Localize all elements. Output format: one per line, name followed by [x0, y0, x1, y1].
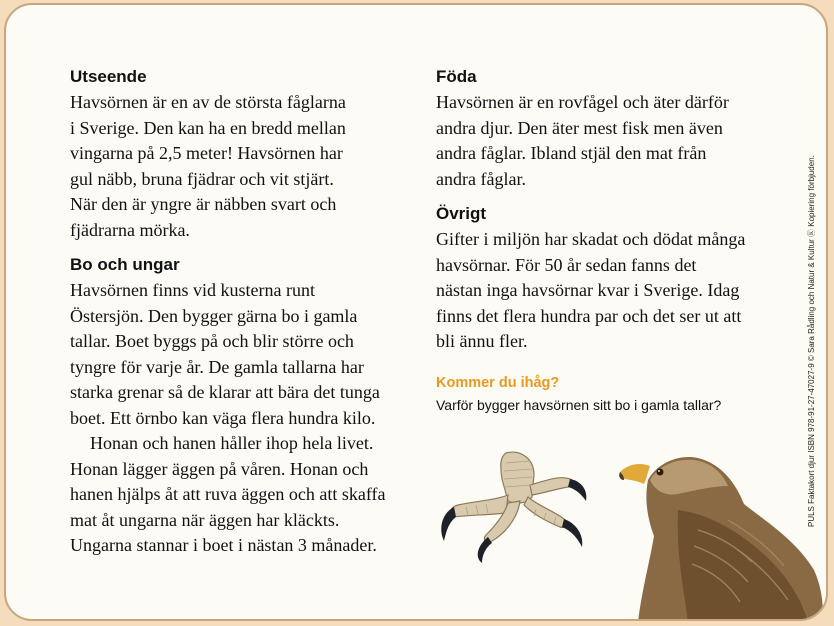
paragraph-bo-och-ungar: Havsörnen finns vid kusterna runt Östersjön. Den bygger gärna bo i gamla tallar. Boet byggs på och blir större och tyngre för varje år. De gamla tallarna har starka grenar så de klarar att bära det tunga boet. Ett örnbo kan väga flera hundra kilo. — [70, 280, 380, 428]
fact-card — [4, 3, 828, 621]
eagle-talon-illustration — [436, 445, 596, 565]
paragraph-bo-och-ungar-2: Honan och hanen håller ihop hela livet. Honan lägger äggen på våren. Honan och hanen hjälps åt att ruva äggen och att skaffa mat åt ungarna när äggen har kläckts. Ungarna stannar i boet i nästan 3 månader. — [70, 433, 386, 555]
paragraph-utseende: Havsörnen är en av de största fåglarna i Sverige. Den kan ha en bredd mellan vingarna på 2,5 meter! Havsörnen har gul näbb, bruna fjädrar och vit stjärt. När den är yngre är näbben svart och fjädrarna mörka. — [70, 92, 346, 240]
copyright-credit — [802, 127, 820, 527]
heading-utseende: Utseende — [70, 67, 147, 86]
sea-eagle-illustration — [618, 450, 826, 621]
question-title: Kommer du ihåg? — [436, 374, 560, 391]
left-column — [70, 67, 420, 559]
paragraph-ovrigt: Gifter i miljön har skadat och dödat många havsörnar. För 50 år sedan fanns det nästan inga havsörnar kvar i Sverige. Idag finns det flera hundra par och det ser ut att bli ännu fler. — [436, 229, 746, 351]
heading-bo-och-ungar: Bo och ungar — [70, 255, 180, 274]
svg-text:PULS Faktakort djur ISBN 978-9: PULS Faktakort djur ISBN 978-91-27-47027-9 © Sara Rådling och Natur & Kultur Ⓚ Kopiering förbjuden. — [807, 155, 816, 527]
question-text: Varför bygger havsörnen sitt bo i gamla tallar? — [436, 396, 722, 413]
heading-foda: Föda — [436, 67, 477, 86]
paragraph-foda: Havsörnen är en rovfågel och äter därför andra djur. Den äter mest fisk men även andra fåglar. Ibland stjäl den mat från andra fåglar. — [436, 92, 729, 189]
right-column — [436, 67, 776, 413]
heading-ovrigt: Övrigt — [436, 204, 487, 223]
